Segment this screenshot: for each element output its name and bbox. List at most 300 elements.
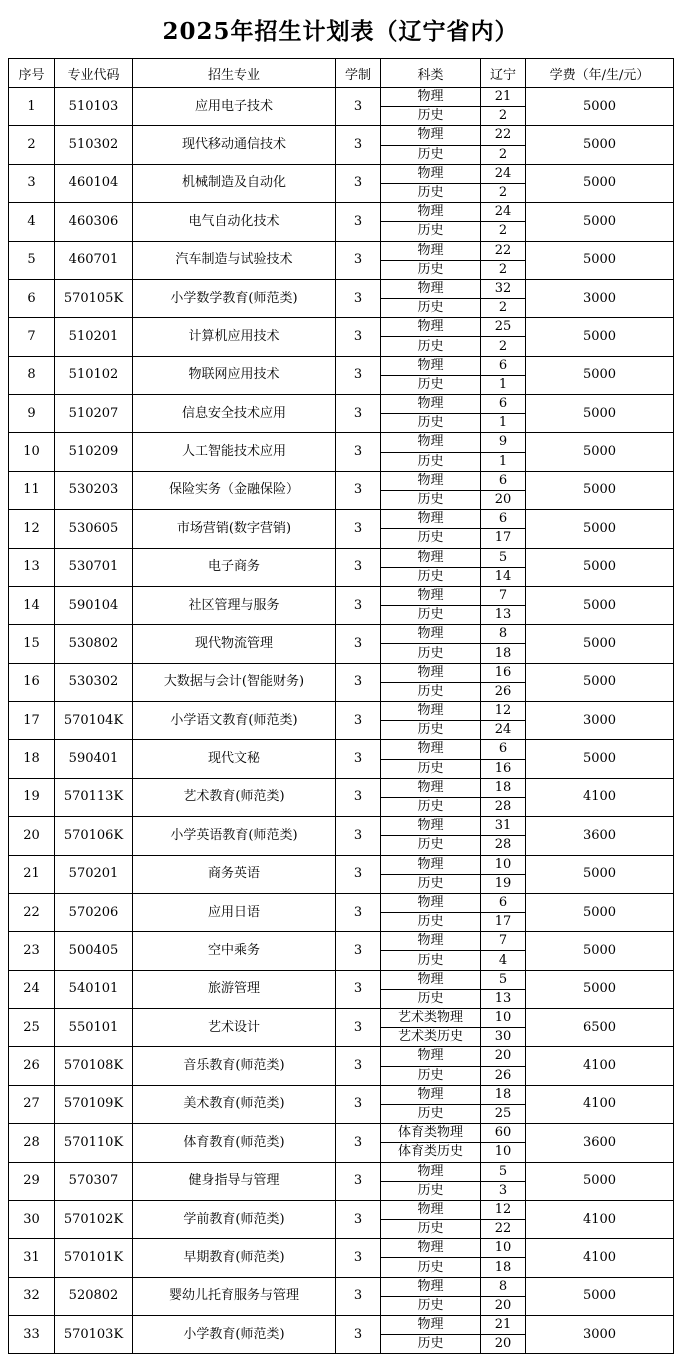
table-row xyxy=(9,817,674,836)
table-row xyxy=(9,702,674,721)
table-row xyxy=(9,433,674,452)
cell-no: 33 xyxy=(9,1316,55,1354)
cell-code: 510103 xyxy=(55,88,133,126)
cell-subject-2: 历史 xyxy=(381,260,481,279)
cell-major: 婴幼儿托育服务与管理 xyxy=(133,1277,336,1315)
cell-count-1: 21 xyxy=(481,88,526,107)
cell-subject-1: 体育类物理 xyxy=(381,1124,481,1143)
cell-count-2: 30 xyxy=(481,1028,526,1047)
cell-fee: 5000 xyxy=(526,1277,674,1315)
cell-subject-1: 物理 xyxy=(381,241,481,260)
cell-count-1: 22 xyxy=(481,126,526,145)
cell-subject-1: 物理 xyxy=(381,164,481,183)
cell-subject-1: 物理 xyxy=(381,88,481,107)
cell-subject-1: 物理 xyxy=(381,778,481,797)
cell-count-2: 20 xyxy=(481,1296,526,1315)
cell-code: 510207 xyxy=(55,395,133,433)
cell-major: 现代物流管理 xyxy=(133,625,336,663)
cell-years: 3 xyxy=(336,548,381,586)
cell-code: 550101 xyxy=(55,1009,133,1047)
cell-subject-1: 物理 xyxy=(381,203,481,222)
cell-no: 23 xyxy=(9,932,55,970)
cell-count-2: 2 xyxy=(481,260,526,279)
cell-fee: 3600 xyxy=(526,1124,674,1162)
cell-fee: 4100 xyxy=(526,1047,674,1085)
cell-major: 空中乘务 xyxy=(133,932,336,970)
cell-years: 3 xyxy=(336,356,381,394)
cell-code: 530802 xyxy=(55,625,133,663)
cell-years: 3 xyxy=(336,625,381,663)
cell-subject-2: 体育类历史 xyxy=(381,1143,481,1162)
cell-no: 25 xyxy=(9,1009,55,1047)
cell-subject-2: 历史 xyxy=(381,913,481,932)
cell-subject-2: 历史 xyxy=(381,1104,481,1123)
cell-major: 商务英语 xyxy=(133,855,336,893)
cell-no: 15 xyxy=(9,625,55,663)
cell-count-1: 12 xyxy=(481,1200,526,1219)
cell-count-2: 24 xyxy=(481,721,526,740)
cell-subject-2: 历史 xyxy=(381,222,481,241)
cell-subject-1: 物理 xyxy=(381,1162,481,1181)
cell-code: 500405 xyxy=(55,932,133,970)
cell-major: 信息安全技术应用 xyxy=(133,395,336,433)
cell-no: 28 xyxy=(9,1124,55,1162)
cell-years: 3 xyxy=(336,740,381,778)
cell-major: 社区管理与服务 xyxy=(133,586,336,624)
cell-major: 汽车制造与试验技术 xyxy=(133,241,336,279)
cell-no: 16 xyxy=(9,663,55,701)
cell-subject-2: 历史 xyxy=(381,951,481,970)
cell-code: 530302 xyxy=(55,663,133,701)
cell-count-2: 14 xyxy=(481,567,526,586)
cell-major: 人工智能技术应用 xyxy=(133,433,336,471)
cell-count-2: 17 xyxy=(481,529,526,548)
cell-count-2: 28 xyxy=(481,836,526,855)
cell-fee: 5000 xyxy=(526,395,674,433)
cell-years: 3 xyxy=(336,510,381,548)
cell-fee: 4100 xyxy=(526,1085,674,1123)
table-row xyxy=(9,395,674,414)
cell-major: 市场营销(数字营销) xyxy=(133,510,336,548)
cell-major: 电气自动化技术 xyxy=(133,203,336,241)
cell-no: 29 xyxy=(9,1162,55,1200)
cell-years: 3 xyxy=(336,203,381,241)
cell-code: 530203 xyxy=(55,471,133,509)
cell-subject-2: 历史 xyxy=(381,836,481,855)
cell-years: 3 xyxy=(336,1124,381,1162)
table-row xyxy=(9,855,674,874)
cell-no: 17 xyxy=(9,702,55,740)
cell-fee: 3600 xyxy=(526,817,674,855)
cell-count-1: 10 xyxy=(481,855,526,874)
cell-subject-1: 物理 xyxy=(381,548,481,567)
cell-code: 590401 xyxy=(55,740,133,778)
cell-fee: 3000 xyxy=(526,1316,674,1354)
cell-code: 520802 xyxy=(55,1277,133,1315)
cell-count-1: 31 xyxy=(481,817,526,836)
cell-fee: 5000 xyxy=(526,241,674,279)
cell-no: 30 xyxy=(9,1200,55,1238)
cell-subject-2: 历史 xyxy=(381,759,481,778)
cell-count-2: 2 xyxy=(481,145,526,164)
cell-major: 计算机应用技术 xyxy=(133,318,336,356)
cell-subject-2: 历史 xyxy=(381,107,481,126)
cell-code: 570102K xyxy=(55,1200,133,1238)
cell-no: 26 xyxy=(9,1047,55,1085)
cell-years: 3 xyxy=(336,1277,381,1315)
cell-major: 艺术教育(师范类) xyxy=(133,778,336,816)
table-row xyxy=(9,510,674,529)
table-header-row xyxy=(9,59,674,88)
cell-code: 510102 xyxy=(55,356,133,394)
cell-subject-1: 物理 xyxy=(381,1316,481,1335)
table-row xyxy=(9,1124,674,1143)
cell-count-1: 24 xyxy=(481,164,526,183)
cell-count-2: 1 xyxy=(481,414,526,433)
cell-years: 3 xyxy=(336,663,381,701)
header-major: 招生专业 xyxy=(133,59,336,88)
cell-code: 510302 xyxy=(55,126,133,164)
cell-no: 22 xyxy=(9,893,55,931)
cell-no: 19 xyxy=(9,778,55,816)
cell-subject-1: 物理 xyxy=(381,625,481,644)
cell-count-1: 8 xyxy=(481,1277,526,1296)
cell-years: 3 xyxy=(336,586,381,624)
cell-subject-1: 物理 xyxy=(381,740,481,759)
cell-count-1: 22 xyxy=(481,241,526,260)
cell-subject-2: 历史 xyxy=(381,490,481,509)
table-row xyxy=(9,356,674,375)
cell-subject-1: 物理 xyxy=(381,279,481,298)
cell-code: 460306 xyxy=(55,203,133,241)
enrollment-plan-table xyxy=(8,58,674,1354)
cell-count-2: 13 xyxy=(481,606,526,625)
cell-major: 现代文秘 xyxy=(133,740,336,778)
cell-subject-2: 历史 xyxy=(381,375,481,394)
table-body xyxy=(9,88,674,1354)
cell-no: 13 xyxy=(9,548,55,586)
cell-subject-2: 历史 xyxy=(381,299,481,318)
cell-no: 2 xyxy=(9,126,55,164)
cell-subject-1: 物理 xyxy=(381,893,481,912)
cell-count-1: 24 xyxy=(481,203,526,222)
cell-count-1: 7 xyxy=(481,586,526,605)
cell-count-2: 3 xyxy=(481,1181,526,1200)
cell-years: 3 xyxy=(336,1009,381,1047)
cell-fee: 5000 xyxy=(526,855,674,893)
cell-count-1: 6 xyxy=(481,395,526,414)
cell-count-2: 26 xyxy=(481,1066,526,1085)
cell-no: 8 xyxy=(9,356,55,394)
cell-no: 12 xyxy=(9,510,55,548)
cell-no: 5 xyxy=(9,241,55,279)
cell-count-2: 28 xyxy=(481,797,526,816)
cell-code: 570307 xyxy=(55,1162,133,1200)
header-code: 专业代码 xyxy=(55,59,133,88)
cell-no: 21 xyxy=(9,855,55,893)
table-row xyxy=(9,471,674,490)
cell-count-1: 6 xyxy=(481,471,526,490)
table-row xyxy=(9,1239,674,1258)
cell-fee: 5000 xyxy=(526,164,674,202)
cell-no: 1 xyxy=(9,88,55,126)
cell-major: 小学教育(师范类) xyxy=(133,1316,336,1354)
cell-no: 4 xyxy=(9,203,55,241)
cell-years: 3 xyxy=(336,126,381,164)
cell-fee: 4100 xyxy=(526,1200,674,1238)
cell-count-1: 6 xyxy=(481,356,526,375)
cell-fee: 6500 xyxy=(526,1009,674,1047)
cell-fee: 5000 xyxy=(526,433,674,471)
cell-no: 24 xyxy=(9,970,55,1008)
cell-no: 7 xyxy=(9,318,55,356)
cell-years: 3 xyxy=(336,970,381,1008)
cell-count-2: 22 xyxy=(481,1220,526,1239)
cell-count-2: 2 xyxy=(481,222,526,241)
cell-count-2: 2 xyxy=(481,337,526,356)
cell-count-1: 5 xyxy=(481,1162,526,1181)
cell-no: 11 xyxy=(9,471,55,509)
cell-major: 大数据与会计(智能财务) xyxy=(133,663,336,701)
cell-years: 3 xyxy=(336,88,381,126)
cell-fee: 5000 xyxy=(526,970,674,1008)
cell-count-2: 19 xyxy=(481,874,526,893)
cell-count-1: 60 xyxy=(481,1124,526,1143)
cell-code: 460104 xyxy=(55,164,133,202)
cell-subject-2: 历史 xyxy=(381,644,481,663)
cell-subject-1: 艺术类物理 xyxy=(381,1009,481,1028)
cell-years: 3 xyxy=(336,1316,381,1354)
cell-code: 510209 xyxy=(55,433,133,471)
cell-count-2: 18 xyxy=(481,1258,526,1277)
cell-fee: 5000 xyxy=(526,548,674,586)
table-row xyxy=(9,625,674,644)
cell-subject-2: 历史 xyxy=(381,1296,481,1315)
cell-fee: 5000 xyxy=(526,471,674,509)
cell-subject-2: 历史 xyxy=(381,1181,481,1200)
table-row xyxy=(9,1200,674,1219)
cell-subject-2: 历史 xyxy=(381,989,481,1008)
cell-count-1: 6 xyxy=(481,740,526,759)
header-years: 学制 xyxy=(336,59,381,88)
cell-count-1: 32 xyxy=(481,279,526,298)
cell-count-1: 6 xyxy=(481,510,526,529)
cell-code: 570201 xyxy=(55,855,133,893)
cell-subject-2: 艺术类历史 xyxy=(381,1028,481,1047)
cell-subject-1: 物理 xyxy=(381,1085,481,1104)
cell-count-2: 25 xyxy=(481,1104,526,1123)
cell-years: 3 xyxy=(336,318,381,356)
cell-count-2: 2 xyxy=(481,299,526,318)
table-row xyxy=(9,548,674,567)
cell-fee: 5000 xyxy=(526,356,674,394)
cell-major: 机械制造及自动化 xyxy=(133,164,336,202)
cell-subject-1: 物理 xyxy=(381,510,481,529)
cell-fee: 3000 xyxy=(526,279,674,317)
cell-years: 3 xyxy=(336,778,381,816)
cell-code: 570206 xyxy=(55,893,133,931)
cell-count-1: 25 xyxy=(481,318,526,337)
cell-count-2: 18 xyxy=(481,644,526,663)
cell-code: 570103K xyxy=(55,1316,133,1354)
header-no: 序号 xyxy=(9,59,55,88)
cell-subject-2: 历史 xyxy=(381,1066,481,1085)
cell-years: 3 xyxy=(336,702,381,740)
cell-subject-1: 物理 xyxy=(381,932,481,951)
cell-fee: 5000 xyxy=(526,318,674,356)
cell-code: 570108K xyxy=(55,1047,133,1085)
cell-subject-2: 历史 xyxy=(381,1220,481,1239)
cell-code: 570101K xyxy=(55,1239,133,1277)
cell-subject-2: 历史 xyxy=(381,452,481,471)
table-row xyxy=(9,1162,674,1181)
cell-fee: 4100 xyxy=(526,1239,674,1277)
cell-major: 小学英语教育(师范类) xyxy=(133,817,336,855)
cell-fee: 5000 xyxy=(526,1162,674,1200)
cell-fee: 5000 xyxy=(526,740,674,778)
cell-subject-2: 历史 xyxy=(381,145,481,164)
cell-no: 10 xyxy=(9,433,55,471)
cell-count-2: 20 xyxy=(481,1335,526,1354)
table-row xyxy=(9,893,674,912)
cell-years: 3 xyxy=(336,433,381,471)
cell-major: 应用电子技术 xyxy=(133,88,336,126)
cell-subject-1: 物理 xyxy=(381,126,481,145)
table-row xyxy=(9,1047,674,1066)
cell-years: 3 xyxy=(336,395,381,433)
cell-count-2: 1 xyxy=(481,375,526,394)
cell-fee: 5000 xyxy=(526,663,674,701)
cell-count-1: 12 xyxy=(481,702,526,721)
table-row xyxy=(9,88,674,107)
cell-subject-1: 物理 xyxy=(381,1200,481,1219)
cell-subject-1: 物理 xyxy=(381,356,481,375)
cell-fee: 4100 xyxy=(526,778,674,816)
cell-count-1: 6 xyxy=(481,893,526,912)
table-row xyxy=(9,241,674,260)
cell-fee: 5000 xyxy=(526,625,674,663)
cell-subject-1: 物理 xyxy=(381,395,481,414)
cell-major: 健身指导与管理 xyxy=(133,1162,336,1200)
cell-count-1: 7 xyxy=(481,932,526,951)
cell-major: 体育教育(师范类) xyxy=(133,1124,336,1162)
cell-no: 27 xyxy=(9,1085,55,1123)
cell-fee: 5000 xyxy=(526,586,674,624)
cell-subject-2: 历史 xyxy=(381,414,481,433)
cell-major: 早期教育(师范类) xyxy=(133,1239,336,1277)
cell-code: 540101 xyxy=(55,970,133,1008)
cell-years: 3 xyxy=(336,932,381,970)
cell-count-1: 10 xyxy=(481,1009,526,1028)
cell-major: 小学语文教育(师范类) xyxy=(133,702,336,740)
cell-count-1: 16 xyxy=(481,663,526,682)
cell-subject-2: 历史 xyxy=(381,721,481,740)
cell-fee: 5000 xyxy=(526,126,674,164)
page-title: 2025年招生计划表（辽宁省内） xyxy=(162,18,519,45)
table-row xyxy=(9,663,674,682)
cell-subject-2: 历史 xyxy=(381,606,481,625)
cell-fee: 5000 xyxy=(526,510,674,548)
table-row xyxy=(9,1085,674,1104)
header-subject: 科类 xyxy=(381,59,481,88)
cell-subject-2: 历史 xyxy=(381,682,481,701)
cell-major: 旅游管理 xyxy=(133,970,336,1008)
cell-subject-2: 历史 xyxy=(381,183,481,202)
cell-no: 3 xyxy=(9,164,55,202)
table-row xyxy=(9,1009,674,1028)
table-row xyxy=(9,203,674,222)
cell-subject-1: 物理 xyxy=(381,1239,481,1258)
cell-count-2: 2 xyxy=(481,183,526,202)
cell-count-2: 2 xyxy=(481,107,526,126)
cell-code: 590104 xyxy=(55,586,133,624)
cell-subject-2: 历史 xyxy=(381,337,481,356)
cell-count-1: 9 xyxy=(481,433,526,452)
cell-code: 510201 xyxy=(55,318,133,356)
cell-subject-1: 物理 xyxy=(381,586,481,605)
cell-count-1: 18 xyxy=(481,1085,526,1104)
cell-code: 570110K xyxy=(55,1124,133,1162)
table-row xyxy=(9,318,674,337)
cell-subject-1: 物理 xyxy=(381,855,481,874)
cell-count-1: 20 xyxy=(481,1047,526,1066)
cell-count-2: 16 xyxy=(481,759,526,778)
cell-subject-1: 物理 xyxy=(381,817,481,836)
cell-fee: 5000 xyxy=(526,893,674,931)
table-row xyxy=(9,126,674,145)
cell-code: 570113K xyxy=(55,778,133,816)
cell-major: 物联网应用技术 xyxy=(133,356,336,394)
cell-major: 小学数学教育(师范类) xyxy=(133,279,336,317)
cell-count-1: 21 xyxy=(481,1316,526,1335)
cell-code: 570106K xyxy=(55,817,133,855)
cell-no: 14 xyxy=(9,586,55,624)
cell-years: 3 xyxy=(336,1085,381,1123)
cell-subject-2: 历史 xyxy=(381,1258,481,1277)
table-row xyxy=(9,164,674,183)
cell-code: 570105K xyxy=(55,279,133,317)
cell-no: 6 xyxy=(9,279,55,317)
cell-fee: 5000 xyxy=(526,932,674,970)
cell-subject-2: 历史 xyxy=(381,529,481,548)
cell-count-1: 18 xyxy=(481,778,526,797)
header-liaoning: 辽宁 xyxy=(481,59,526,88)
cell-subject-1: 物理 xyxy=(381,1277,481,1296)
cell-major: 应用日语 xyxy=(133,893,336,931)
table-row xyxy=(9,778,674,797)
cell-years: 3 xyxy=(336,241,381,279)
cell-count-2: 13 xyxy=(481,989,526,1008)
cell-subject-2: 历史 xyxy=(381,797,481,816)
cell-count-2: 20 xyxy=(481,490,526,509)
cell-subject-1: 物理 xyxy=(381,702,481,721)
cell-count-2: 1 xyxy=(481,452,526,471)
cell-code: 530701 xyxy=(55,548,133,586)
cell-count-2: 10 xyxy=(481,1143,526,1162)
cell-no: 20 xyxy=(9,817,55,855)
cell-count-2: 26 xyxy=(481,682,526,701)
cell-years: 3 xyxy=(336,1239,381,1277)
cell-code: 530605 xyxy=(55,510,133,548)
cell-count-1: 5 xyxy=(481,548,526,567)
cell-fee: 5000 xyxy=(526,203,674,241)
table-row xyxy=(9,932,674,951)
cell-subject-2: 历史 xyxy=(381,874,481,893)
cell-years: 3 xyxy=(336,893,381,931)
cell-subject-2: 历史 xyxy=(381,1335,481,1354)
cell-no: 18 xyxy=(9,740,55,778)
cell-count-2: 17 xyxy=(481,913,526,932)
